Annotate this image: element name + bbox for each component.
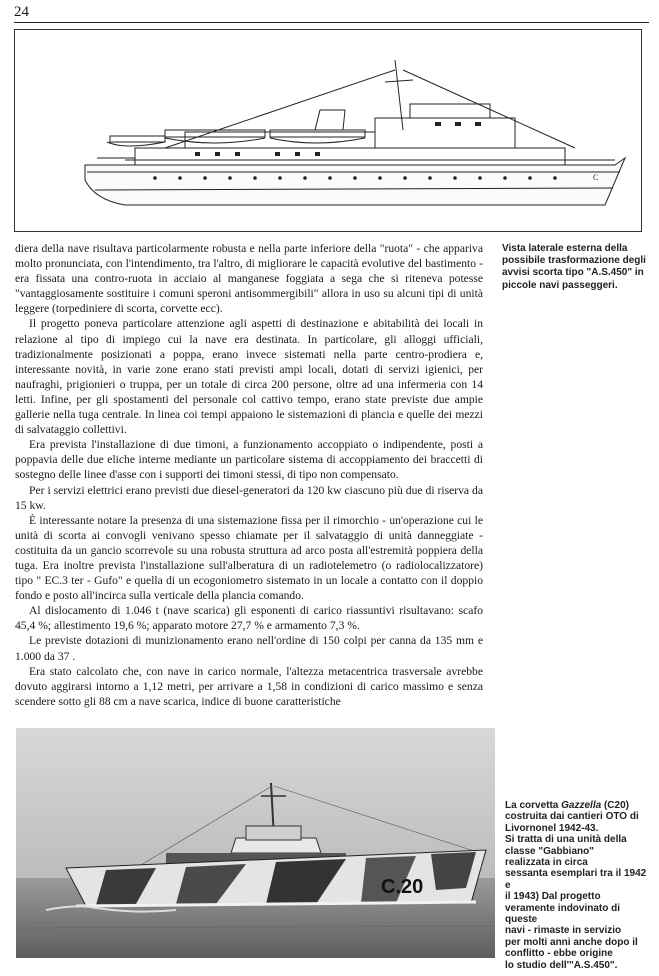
photo-caption-line [505, 937, 651, 948]
caption-text: realizzata in circa [505, 857, 588, 869]
article-body [15, 241, 483, 709]
paragraph: Era stato calcolato che, con nave in carico normale, l'altezza metacentrica trasversale avrebbe dovuto aggirarsi intorno a 1,12 metri, per arrivare a 1,58 in condizioni di carico massimo e senza scendere sotto gli 88 cm a nave scarica, indice di buone caratteristiche [15, 664, 483, 708]
caption-text: costruita dai cantieri OTO di [505, 811, 639, 823]
photo-caption-line [505, 868, 651, 891]
photo-caption-line [505, 846, 651, 857]
paragraph: Le previste dotazioni di munizionamento erano nell'ordine di 150 colpi per canna da 135 mm e 1.000 da 37 . [15, 634, 483, 663]
photo-caption-line [505, 811, 651, 822]
hull-mark: C [593, 173, 599, 182]
photo-caption-line [505, 948, 651, 959]
photo-caption-line [505, 823, 651, 834]
caption-text: (C20) [601, 800, 629, 811]
caption-text: Si tratta di una unità della [505, 834, 627, 846]
caption-text: classe "Gabbiano" [505, 845, 594, 857]
caption-text: per molti anni anche dopo il [505, 936, 638, 948]
paragraph: Il progetto poneva particolare attenzione agli aspetti di destinazione e abitabilità dei locali in relazione al tipo di impiego cui la nave era destinata. In particolare, gli alloggi ufficiali, tradizionalmente posizionati a poppa, erano invece sistemati nella parte centro-prodiera e, interessante novità, in varie zone erano stati previsti ampi locali, dotati di servizi igienici, per naufraghi, prigionieri o truppa, per un totale di circa 200 persone, oltre ad una infermeria con 14 letti. Infine, per gli spostamenti del personale col cattivo tempo, erano state previste due ampie gallerie nella tuga centrale. In linea coi tempi appaiono le sistemazioni di plancia e quelle dei mezzi di salvataggio collettivi. [15, 317, 483, 437]
caption-text: conflitto - ebbe origine [505, 948, 613, 960]
paragraph: diera della nave risultava particolarmente robusta e nella parte inferiore della "ruota" - che appariva molto pronunciata, con l'intendimento, tra l'altro, di migliorare le capacità evolutive del bastimento - era fissata una contro-ruota in acciaio al manganese foggiata a sega che si riteneva potesse "vantaggiosamente sostituire i comuni speroni antisommergibili" allora in uso su alcuni tipi di unità leggere (torpediniere di scorta, corvette ecc). [15, 242, 483, 316]
paragraph: È interessante notare la presenza di una sistemazione fissa per il rimorchio - un'operazione cui le unità di scorta ai convogli venivano spesso chiamate per il salvataggio di unità danneggiate - costituita da un gancio scorrevole su una robusta struttura ad arco posta all'estremità poppiera della tuga. Era inoltre prevista l'installazione sull'alberatura di un radiotelemetro (o radiolocalizzatore) tipo " EC.3 ter - Gufo" e quella di un ecogoniometro sistemato in un locale a contatto con il doppio fondo e posto all'incirca sulla verticale della plancia comando. [15, 513, 483, 603]
photo-caption-line [505, 960, 651, 971]
ship-drawing [14, 29, 642, 232]
header-rule [14, 22, 649, 23]
caption-text: Livornonel 1942-43. [505, 822, 599, 834]
ship-name: Gazzella [561, 800, 602, 811]
drawing-caption: Vista laterale esterna della possibile trasformazione degli avvisi scorta tipo "A.S.450" in piccole navi passeggeri. [502, 243, 646, 291]
caption-text: La corvetta [505, 800, 562, 811]
photo-caption-line [505, 857, 651, 868]
caption-text: navi - rimaste in servizio [505, 925, 622, 937]
caption-text: veramente indovinato di queste [505, 902, 621, 926]
photo-caption-line [505, 925, 651, 936]
paragraph: Per i servizi elettrici erano previsti due diesel-generatori da 120 kw ciascuno più due di riserva da 15 kw. [15, 483, 483, 512]
caption-text: il 1943) Dal progetto [505, 891, 601, 903]
photo-caption [505, 800, 651, 971]
page-number: 24 [14, 4, 29, 20]
caption-text: lo studio dell'"A.S.450". [505, 959, 618, 971]
corvette-photo [16, 728, 495, 958]
hull-number: C.20 [381, 876, 424, 898]
paragraph: Al dislocamento di 1.046 t (nave scarica) gli esponenti di carico riassuntivi risultavano: scafo 45,4 %; allestimento 19,6 %; apparato motore 27,7 % e armamento 7,3 %. [15, 604, 483, 633]
photo-caption-line [505, 834, 651, 845]
ship-drawing-svg [15, 30, 642, 232]
paragraph: Era prevista l'installazione di due timoni, a funzionamento accoppiato o indipendente, posti a poppavia delle due eliche interne mediante un particolare sistema di accoppiamento dei braccetti di sostegno delle linee d'asse con i supporti dei timoni stessi, di tipo non compensato. [15, 438, 483, 482]
photo-caption-line [505, 903, 651, 926]
corvette-photo-svg [16, 728, 495, 958]
caption-text: sessanta esemplari tra il 1942 e [505, 868, 647, 891]
photo-caption-line [505, 800, 651, 811]
photo-caption-line [505, 891, 651, 902]
